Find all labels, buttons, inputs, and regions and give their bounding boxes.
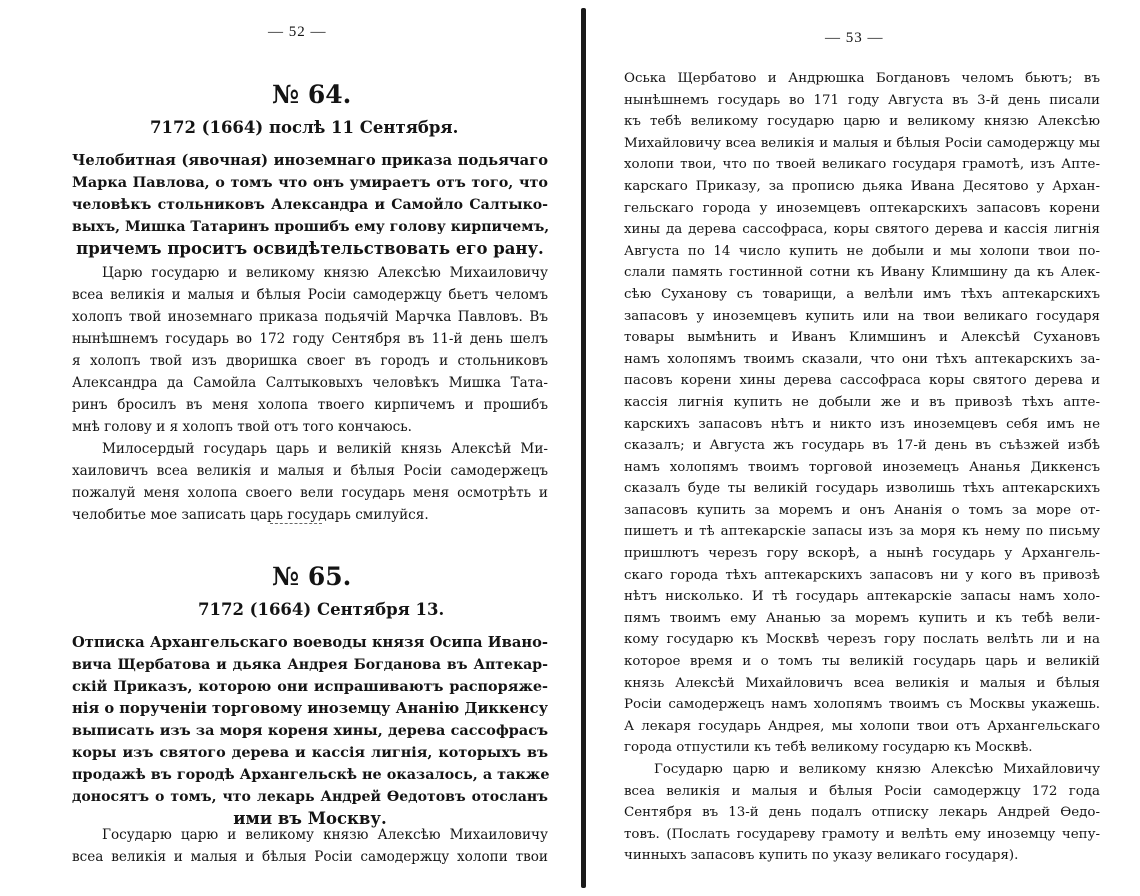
right-body-line: товары вымѣнить и Иванъ Климшинъ и Алексѣй Сухановъ <box>624 330 1100 346</box>
doc-65-body-line: всеа великія и малыя и бѣлыя Росіи самодержцу холопи твои <box>72 849 548 865</box>
right-body-line: Росіи самодержецъ намъ холопямъ твоимъ съ Москвы укажешь. <box>624 697 1100 713</box>
doc-64-body-line: Царю государю и великому князю Алексѣю Михаиловичу <box>102 265 548 281</box>
doc-64-body-line: я холопъ твой изъ дворишка своег въ городъ и стольниковъ <box>72 353 548 369</box>
right-body-line: которое время и о томъ ты великій государь царь и великій <box>624 654 1100 670</box>
doc-64-title-line: причемъ проситъ освидѣтельствовать его рану. <box>76 239 544 258</box>
section-divider <box>270 523 322 524</box>
right-body-line: запасовъ у иноземцевъ купить или на твои великаго государя <box>624 308 1100 324</box>
doc-64-title-line: человѣкъ стольниковъ Александра и Самойло Салтыко- <box>72 197 548 213</box>
doc-65-number: № 65. <box>272 562 352 591</box>
doc-64-number: № 64. <box>272 80 352 109</box>
right-body-line: пямъ твоимъ ему Ананью за моремъ купить и къ тебѣ вели- <box>624 610 1100 626</box>
doc-64-body-line: Милосердый государь царь и великій князь Алексѣй Ми- <box>102 441 548 457</box>
right-body-line: намъ холопямъ твоимъ торговой иноземецъ Ананья Диккенсъ <box>624 459 1100 475</box>
doc-64-title-line: Челобитная (явочная) иноземнаго приказа подьячаго <box>72 152 548 169</box>
doc-64-body-line: всеа великія и малыя и бѣлыя Росіи самодержцу бьетъ челомъ <box>72 287 548 303</box>
doc-64-body-line: челобитье мое записать царь государь смилуйся. <box>72 507 429 523</box>
doc-64-title-line: выхъ, Мишка Татаринъ прошибъ ему голову кирпичемъ, <box>72 219 550 235</box>
doc-64-title <box>72 150 548 260</box>
right-body-line: слали память гостинной сотни къ Ивану Климшину да къ Алек- <box>624 265 1100 281</box>
doc-64-body <box>72 262 548 526</box>
book-spine <box>581 8 586 888</box>
right-body-line: кассія лигнія купить не добыли же и въ привозѣ тѣхъ апте- <box>624 394 1100 410</box>
doc-64-body-line: пожалуй меня холопа своего вели государь меня осмотрѣть и <box>72 485 548 501</box>
doc-64-body-line: ринъ бросилъ въ меня холопа твоего кирпичемъ и прошибъ <box>72 397 548 413</box>
right-body-line: сказалъ буде ты великій государь изволишь тѣхъ аптекарскихъ <box>624 481 1100 497</box>
right-body-line: князь Алексѣй Михайловичъ всеа великія и малыя и бѣлыя <box>624 675 1100 691</box>
right-body-line: пишетъ и тѣ аптекарскіе запасы изъ за моря къ нему по письму <box>624 524 1100 540</box>
right-body-line: пришлютъ черезъ гору вскорѣ, а нынѣ государь у Архангель- <box>624 546 1100 562</box>
doc-64-body-line: хаиловичъ всеа великія и малыя и бѣлыя Росіи самодержецъ <box>72 463 548 479</box>
doc-65-body <box>72 824 548 868</box>
doc-65-title-line: нія о порученіи торговому иноземцу Ананію Диккенсу <box>72 700 548 717</box>
right-body-line: сказалъ; и Августа жъ государь въ 17-й день въ съѣзжей избѣ <box>624 438 1100 454</box>
right-body-line: Государю царю и великому князю Алексѣю Михайловичу <box>654 762 1100 777</box>
doc-65-title-line: доносятъ о томъ, что лекарь Андрей Өедотовъ отосланъ <box>72 789 548 805</box>
doc-64-date: 7172 (1664) послѣ 11 Сентября. <box>150 118 459 137</box>
doc-65-date: 7172 (1664) Сентября 13. <box>198 600 445 619</box>
right-body-line: Сентября въ 13-й день подалъ отписку лекарь Андрей Өедо- <box>624 805 1100 821</box>
doc-64-body-line: Александра да Самойла Салтыковыхъ человѣкъ Мишка Тата- <box>72 375 548 391</box>
doc-65-title-line: выписать изъ за моря кореня хины, дерева сассофрасъ <box>72 722 548 739</box>
right-body-line: карскаго Приказу, за прописю дьяка Ивана Десятово у Архан- <box>624 178 1100 194</box>
right-body-line: намъ холопямъ твоимъ сказали, что они тѣхъ аптекарскихъ за- <box>624 351 1100 367</box>
right-body-line: карскихъ запасовъ нѣтъ и никто изъ иноземцевъ себя имъ не <box>624 416 1100 432</box>
doc-65-title <box>72 632 548 830</box>
doc-64-body-line: нынѣшнемъ государь во 172 году Сентября въ 11-й день шелъ <box>72 331 548 347</box>
right-body-line: пасовъ корени хины дерева сассофраса коры святого дерева и <box>624 373 1100 389</box>
right-body-line: Михайловичу всеа великія и малыя и бѣлыя Росіи самодержцу мы <box>624 135 1100 151</box>
doc-65-continuation <box>624 68 1100 867</box>
doc-65-title-line: коры изъ святого дерева и кассія лигнія, которыхъ въ <box>72 744 548 761</box>
right-body-line: холопи твои, что по твоей великаго государя грамотѣ, изъ Апте- <box>624 157 1100 173</box>
right-body-line: гельскаго города у иноземцевъ оптекарскихъ запасовъ корени <box>624 200 1100 216</box>
right-body-line: сѣю Суханову съ товарищи, а велѣли имъ тѣхъ аптекарскихъ <box>624 286 1100 302</box>
right-body-line: кому государю къ Москвѣ черезъ гору послать велѣть ли и на <box>624 632 1100 648</box>
page-number-left: — 52 — <box>268 24 327 40</box>
right-body-line: А лекаря государь Андрея, мы холопи твои отъ Архангельскаго <box>624 718 1100 734</box>
right-body-line: города отпустили къ тебѣ великому государю къ Москвѣ. <box>624 740 1033 756</box>
page-number-right: — 53 — <box>825 30 884 46</box>
right-body-line: чинныхъ запасовъ купить по указу великаго государя). <box>624 848 1019 864</box>
right-body-line: Оська Щербатово и Андрюшка Богдановъ челомъ бьютъ; въ <box>624 71 1100 86</box>
right-body-line: хины да дерева сассофраса, коры святого дерева и кассія лигнія <box>624 222 1100 238</box>
doc-65-title-line: ими въ Москву. <box>233 809 387 828</box>
doc-65-title-line: продажѣ въ городѣ Архангельскѣ не оказалось, а также <box>72 766 550 783</box>
doc-65-title-line: Отписка Архангельскаго воеводы князя Осипа Ивано- <box>72 634 548 651</box>
doc-65-body-line: Государю царю и великому князю Алексѣю Михаиловичу <box>102 827 548 843</box>
right-body-line: къ тебѣ великому государю царю и великому князю Алексѣю <box>624 114 1100 130</box>
doc-64-body-line: холопъ твой иноземнаго приказа подьячій Марчка Павловъ. Въ <box>72 309 548 325</box>
right-body-line: Августа по 14 число купить не добыли и мы холопи твои по- <box>624 243 1100 259</box>
right-body-line: всеа великія и малыя и бѣлыя Росіи самодержцу 172 года <box>624 783 1100 799</box>
right-body-line: товъ. (Послать государеву грамоту и велѣть ему иноземцу чепу- <box>624 826 1100 842</box>
right-body-line: нѣтъ нисколько. И тѣ государь аптекарскіе запасы намъ холо- <box>624 589 1100 605</box>
doc-65-title-line: вича Щербатова и дьяка Андрея Богданова въ Аптекар- <box>72 657 548 673</box>
right-page <box>590 0 1140 896</box>
right-body-line: запасовъ купить за моремъ и онъ Ананія о томъ за море от- <box>624 502 1100 518</box>
doc-65-title-line: скій Приказъ, которою они испрашиваютъ распоряже- <box>72 678 548 695</box>
doc-64-body-line: мнѣ голову и я холопъ твой отъ того кончаюсь. <box>72 419 412 435</box>
doc-64-title-line: Марка Павлова, о томъ что онъ умираетъ отъ того, что <box>72 174 548 191</box>
right-body-line: скаго города тѣхъ аптекарскихъ запасовъ ни у кого въ привозѣ <box>624 567 1100 583</box>
right-body-line: нынѣшнемъ государь во 171 году Августа въ 3-й день писали <box>624 92 1100 108</box>
